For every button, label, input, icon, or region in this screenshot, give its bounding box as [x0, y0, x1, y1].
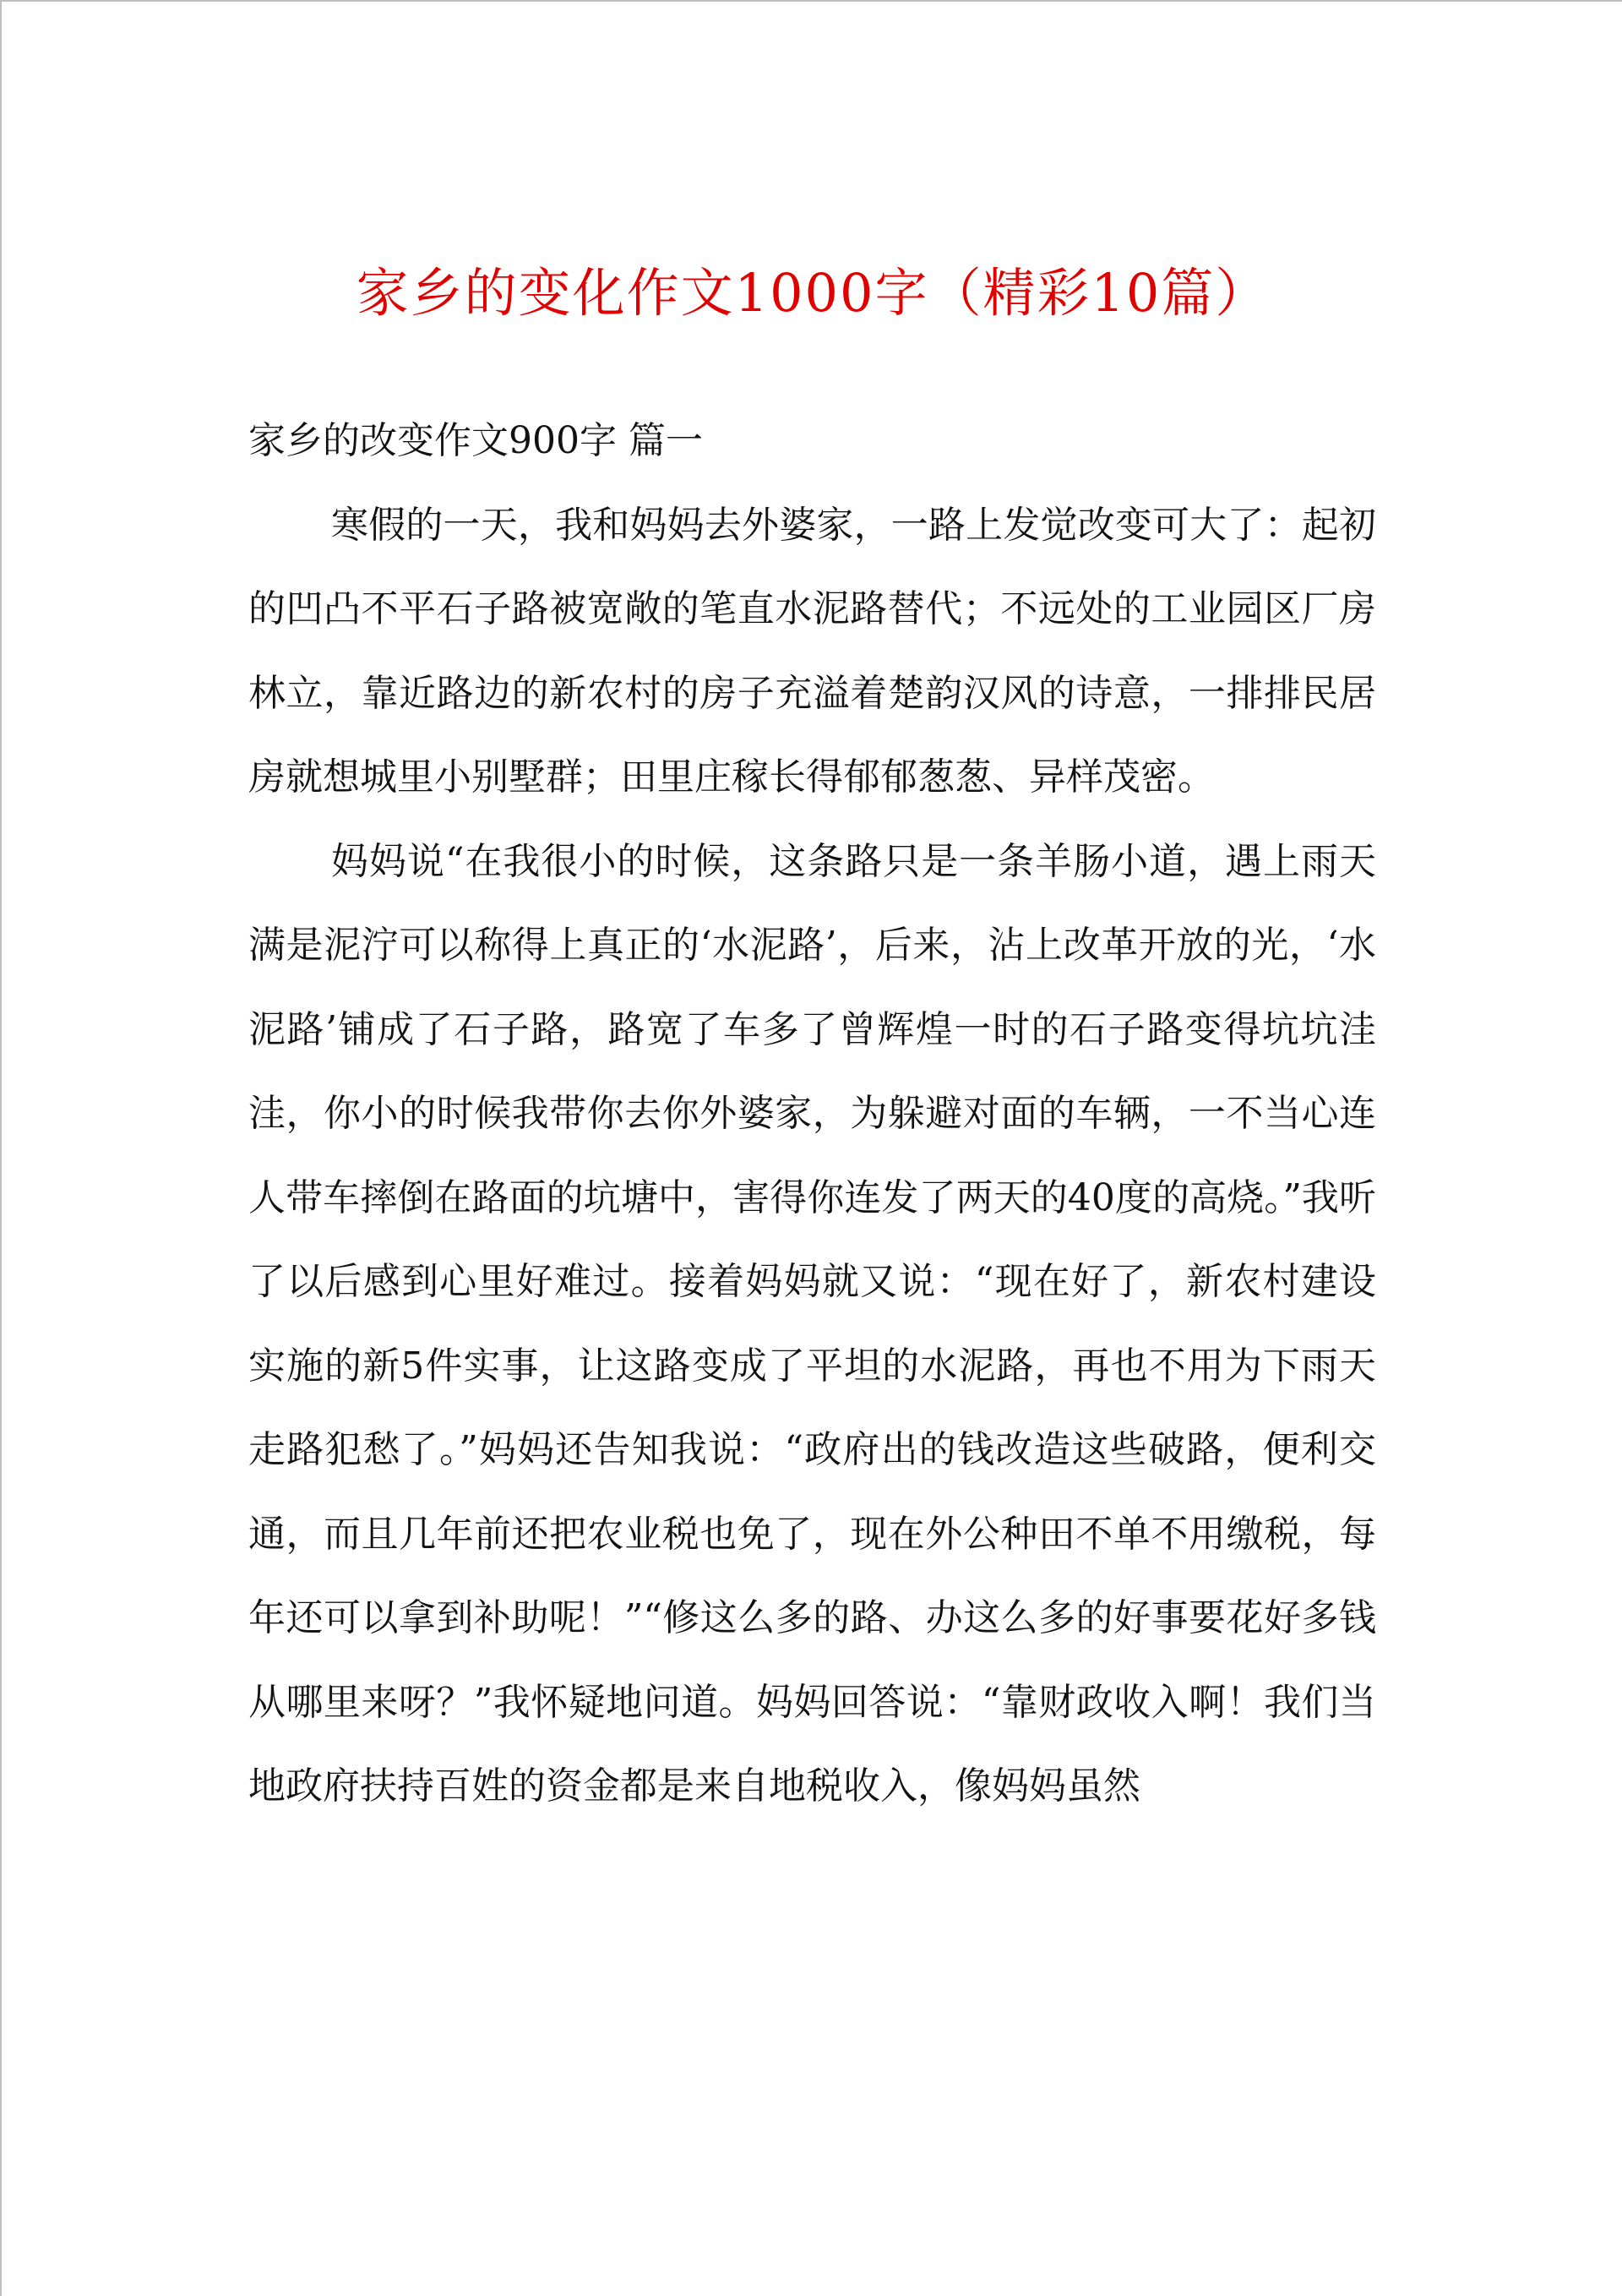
paragraph-2: 妈妈说“在我很小的时候，这条路只是一条羊肠小道，遇上雨天满是泥泞可以称得上真正的‘水泥路’，后来，沾上改革开放的光，‘水泥路’铺成了石子路，路宽了车多了曾辉煌一时的石子路变得坑坑洼洼，你小的时候我带你去你外婆家，为躲避对面的车辆，一不当心连人带车摔倒在路面的坑塘中，害得你连发了两天的40度的高烧。”我听了以后感到心里好难过。接着妈妈就又说：“现在好了，新农村建设实施的新5件实事，让这路变成了平坦的水泥路，再也不用为下雨天走路犯愁了。”妈妈还告知我说：“政府出的钱改造这些破路，便利交通，而且几年前还把农业税也免了，现在外公种田不单不用缴税，每年还可以拿到补助呢！”“修这么多的路、办这么多的好事要花好多钱从哪里来呀？”我怀疑地问道。妈妈回答说：“靠财政收入啊！我们当地政府扶持百姓的资金都是来自地税收入，像妈妈虽然 [248, 839, 1376, 1808]
paragraph-1: 寒假的一天，我和妈妈去外婆家，一路上发觉改变可大了：起初的凹凸不平石子路被宽敞的笔直水泥路替代；不远处的工业园区厂房林立，靠近路边的新农村的房子充溢着楚韵汉风的诗意，一排排民居房就想城里小别墅群；田里庄稼长得郁郁葱葱、异样茂密。 [248, 503, 1376, 799]
document-title: 家乡的变化作文1000字（精彩10篇） [356, 262, 1270, 324]
document-body [248, 399, 1376, 1829]
section-heading: 家乡的改变作文900字 篇一 [248, 419, 703, 462]
